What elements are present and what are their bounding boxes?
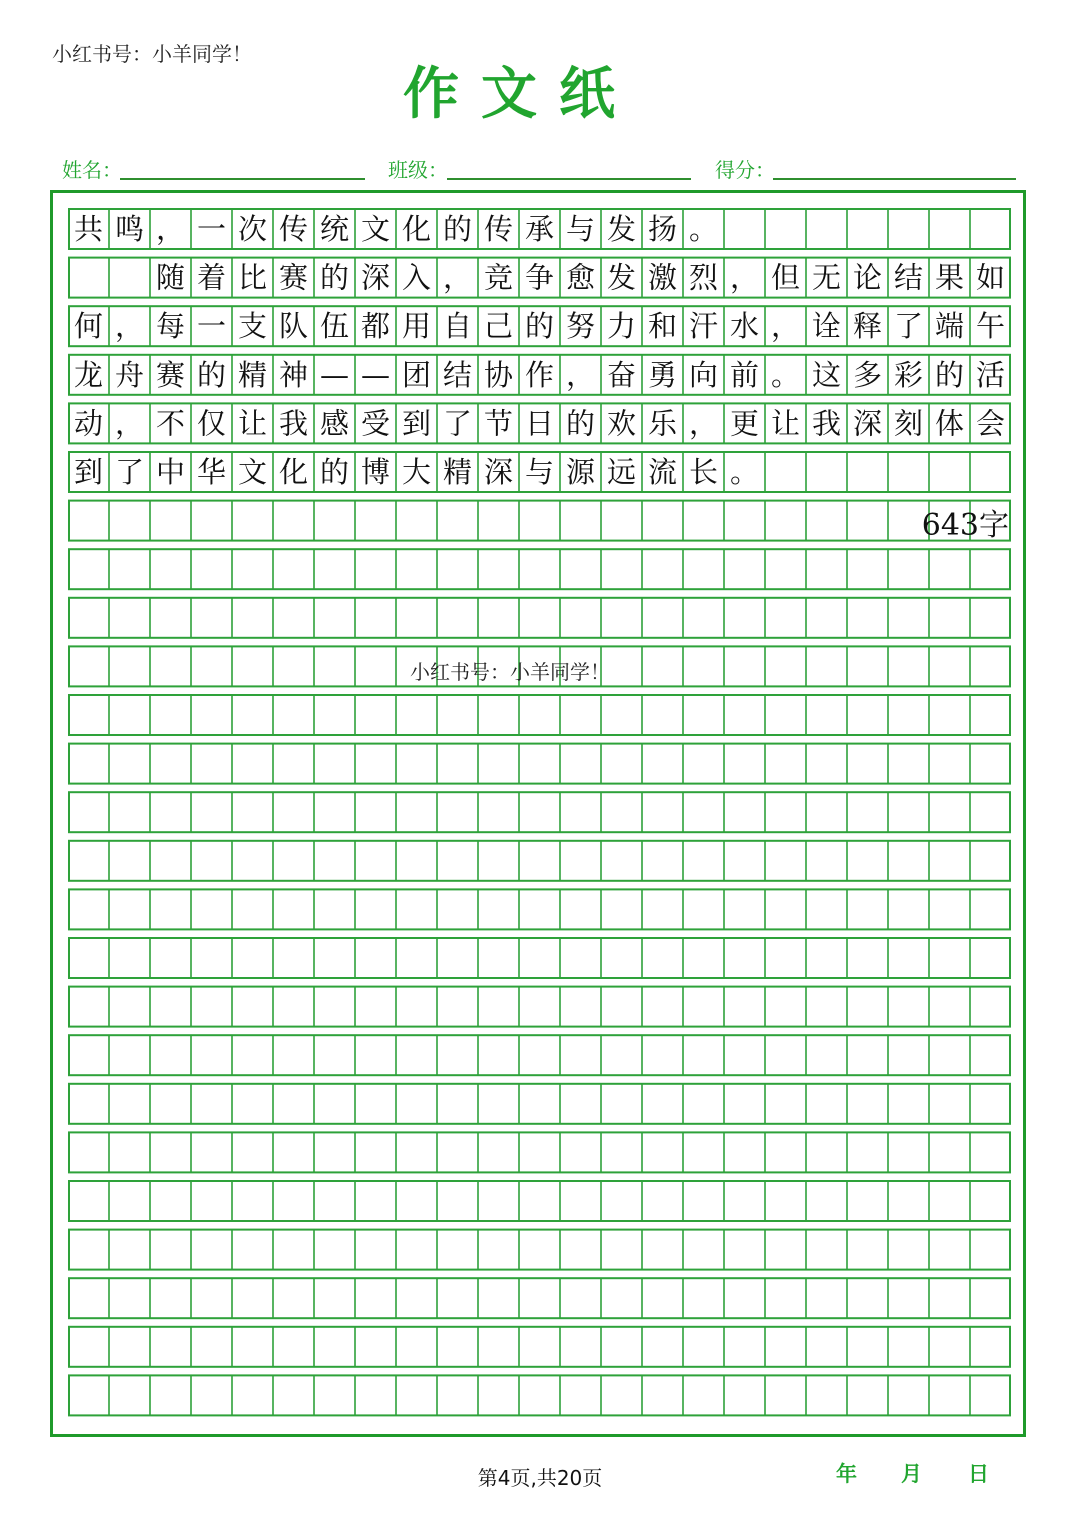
essay-char: 一 bbox=[196, 212, 227, 246]
essay-char: 刻 bbox=[893, 406, 924, 441]
essay-char: 受 bbox=[360, 406, 391, 441]
essay-char: 会 bbox=[975, 406, 1006, 441]
essay-char: — bbox=[361, 357, 390, 392]
essay-char: 发 bbox=[606, 260, 637, 295]
essay-char: 诠 bbox=[811, 309, 842, 344]
essay-char: 不 bbox=[155, 406, 186, 441]
essay-char: 与 bbox=[524, 455, 555, 489]
essay-char: 自 bbox=[442, 309, 473, 344]
essay-char: 无 bbox=[811, 260, 842, 295]
essay-char: 赛 bbox=[278, 260, 309, 295]
essay-char: ， bbox=[114, 406, 145, 441]
essay-char: 传 bbox=[278, 212, 309, 246]
date-year: 年 bbox=[836, 1462, 857, 1486]
date-month: 月 bbox=[901, 1462, 922, 1486]
essay-char: 支 bbox=[237, 309, 268, 344]
essay-char: 了 bbox=[893, 309, 924, 344]
page-number: 第4页,共20页 bbox=[477, 1466, 603, 1490]
essay-char: 感 bbox=[319, 406, 350, 441]
essay-char: 结 bbox=[442, 357, 473, 392]
essay-char: 赛 bbox=[155, 357, 186, 392]
name-label: 姓名： bbox=[62, 158, 122, 182]
score-field[interactable] bbox=[773, 178, 1016, 180]
date-day: 日 bbox=[968, 1462, 989, 1486]
essay-char bbox=[115, 261, 144, 295]
essay-char bbox=[74, 261, 103, 295]
essay-char: ， bbox=[565, 357, 596, 392]
essay-char: 精 bbox=[442, 455, 473, 489]
essay-char: 。 bbox=[688, 212, 719, 246]
essay-char: 大 bbox=[401, 455, 432, 489]
essay-char: 这 bbox=[811, 357, 842, 392]
essay-char: 的 bbox=[524, 309, 555, 344]
essay-char: 源 bbox=[565, 455, 596, 489]
essay-char: 远 bbox=[606, 455, 637, 489]
essay-char: 次 bbox=[237, 212, 268, 246]
essay-char: 争 bbox=[524, 260, 555, 295]
essay-char: 激 bbox=[647, 260, 678, 295]
essay-char: 文 bbox=[237, 455, 268, 489]
essay-char: 团 bbox=[401, 357, 432, 392]
essay-char: 扬 bbox=[647, 212, 678, 246]
essay-char: 神 bbox=[278, 357, 309, 392]
class-field[interactable] bbox=[447, 178, 691, 180]
essay-char: 的 bbox=[319, 260, 350, 295]
essay-char: 和 bbox=[647, 309, 678, 344]
essay-char: 的 bbox=[934, 357, 965, 392]
essay-char: 的 bbox=[196, 357, 227, 392]
essay-char: 到 bbox=[401, 406, 432, 441]
class-label: 班级： bbox=[388, 158, 448, 182]
essay-char: 结 bbox=[893, 260, 924, 295]
essay-char: 水 bbox=[729, 309, 760, 344]
essay-text bbox=[74, 212, 1005, 489]
essay-char: 比 bbox=[237, 260, 268, 295]
essay-char: 勇 bbox=[647, 357, 678, 392]
essay-char: 着 bbox=[196, 260, 227, 295]
essay-char: — bbox=[320, 357, 349, 392]
essay-char: 一 bbox=[196, 309, 227, 344]
word-count: 643字 bbox=[921, 508, 1009, 543]
essay-char: 了 bbox=[442, 406, 473, 441]
essay-char: 竞 bbox=[483, 260, 514, 295]
essay-char: 努 bbox=[565, 309, 596, 344]
essay-char: 深 bbox=[483, 455, 514, 489]
essay-char: 流 bbox=[647, 455, 678, 489]
essay-char: 深 bbox=[360, 260, 391, 295]
essay-char: 队 bbox=[278, 309, 309, 344]
essay-char: 仅 bbox=[196, 406, 227, 441]
essay-char: 午 bbox=[975, 309, 1006, 344]
essay-char: 如 bbox=[975, 260, 1006, 295]
essay-char: 我 bbox=[278, 406, 309, 441]
essay-char: 果 bbox=[934, 260, 965, 295]
essay-char: 我 bbox=[811, 406, 842, 441]
essay-char: 随 bbox=[155, 260, 186, 295]
essay-char: 了 bbox=[114, 455, 145, 489]
essay-char: ， bbox=[729, 260, 760, 295]
essay-char: 共 bbox=[73, 212, 104, 246]
essay-char: 中 bbox=[155, 455, 186, 489]
essay-char: 力 bbox=[606, 309, 637, 344]
essay-char: 汗 bbox=[688, 309, 719, 344]
watermark-top: 小红书号：小羊同学！ bbox=[52, 42, 252, 66]
essay-char: 承 bbox=[524, 212, 555, 246]
essay-char: 的 bbox=[319, 455, 350, 489]
essay-char: 化 bbox=[278, 455, 309, 489]
essay-char: 释 bbox=[852, 309, 883, 344]
essay-char: 活 bbox=[975, 357, 1006, 392]
essay-char: 文 bbox=[360, 212, 391, 246]
watermark-center: 小红书号：小羊同学！ bbox=[410, 660, 610, 684]
essay-char: 动 bbox=[73, 406, 104, 441]
essay-char: 己 bbox=[483, 309, 514, 344]
essay-char: 节 bbox=[483, 406, 514, 441]
essay-char: 用 bbox=[401, 309, 432, 344]
essay-char: 。 bbox=[729, 455, 760, 489]
essay-char: ， bbox=[114, 309, 145, 344]
essay-char: ， bbox=[688, 406, 719, 441]
essay-char: ， bbox=[155, 212, 186, 246]
essay-char: 前 bbox=[729, 357, 760, 392]
essay-char: ， bbox=[442, 260, 473, 295]
essay-char: 精 bbox=[237, 357, 268, 392]
essay-char: 与 bbox=[565, 212, 596, 246]
essay-char: 更 bbox=[729, 406, 760, 441]
essay-char: 何 bbox=[73, 309, 104, 344]
essay-char: 入 bbox=[401, 260, 432, 295]
essay-char: 长 bbox=[688, 455, 719, 489]
essay-char: 伍 bbox=[319, 309, 350, 344]
essay-char: 但 bbox=[770, 260, 801, 295]
essay-char: 龙 bbox=[73, 357, 104, 392]
essay-char: 协 bbox=[483, 357, 514, 392]
essay-char: 论 bbox=[852, 260, 883, 295]
essay-char: 华 bbox=[196, 455, 227, 489]
essay-char: 乐 bbox=[647, 406, 678, 441]
score-label: 得分： bbox=[715, 158, 775, 182]
essay-char: 彩 bbox=[893, 357, 924, 392]
essay-char: 的 bbox=[442, 212, 473, 246]
essay-char: 作 bbox=[524, 357, 555, 392]
essay-char: 奋 bbox=[606, 357, 637, 392]
essay-char: 体 bbox=[934, 406, 965, 441]
essay-char: 多 bbox=[852, 357, 883, 392]
essay-char: 欢 bbox=[606, 406, 637, 441]
page-title: 作文纸 bbox=[403, 62, 637, 127]
essay-char: 。 bbox=[770, 357, 801, 392]
essay-char: 日 bbox=[524, 406, 555, 441]
essay-char: 都 bbox=[360, 309, 391, 344]
essay-char: 到 bbox=[73, 455, 104, 489]
essay-char: 化 bbox=[401, 212, 432, 246]
essay-char: 传 bbox=[483, 212, 514, 246]
essay-char: 深 bbox=[852, 406, 883, 441]
essay-char: ， bbox=[770, 309, 801, 344]
name-field[interactable] bbox=[120, 178, 365, 180]
essay-char: 发 bbox=[606, 212, 637, 246]
essay-char: 博 bbox=[360, 455, 391, 489]
essay-char: 让 bbox=[770, 406, 801, 441]
essay-char: 端 bbox=[934, 309, 965, 344]
essay-char: 愈 bbox=[565, 260, 596, 295]
essay-char: 向 bbox=[688, 357, 719, 392]
writing-grid bbox=[68, 208, 1011, 1422]
essay-char: 的 bbox=[565, 406, 596, 441]
essay-char: 让 bbox=[237, 406, 268, 441]
essay-char: 鸣 bbox=[114, 212, 145, 246]
essay-char: 统 bbox=[319, 212, 350, 246]
essay-char: 每 bbox=[155, 309, 186, 344]
essay-char: 烈 bbox=[688, 260, 719, 295]
essay-char: 舟 bbox=[114, 357, 145, 392]
